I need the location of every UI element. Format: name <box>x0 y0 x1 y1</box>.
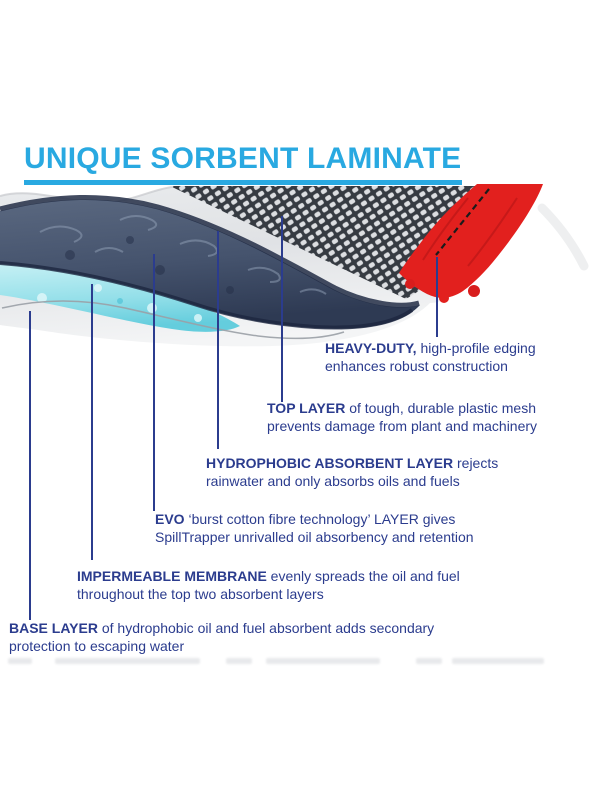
note-impermeable-rest: evenly spreads the oil and fuel <box>270 568 460 584</box>
note-top-layer-lead: TOP LAYER <box>267 400 346 416</box>
note-evo-line2: SpillTrapper unrivalled oil absorbency and retention <box>155 529 474 545</box>
note-top-layer-rest: of tough, durable plastic mesh <box>349 400 536 416</box>
note-evo-rest: ‘burst cotton fibre technology’ LAYER gives <box>188 511 456 527</box>
faded-text-artifact <box>226 658 252 664</box>
note-heavy-duty <box>325 339 536 375</box>
note-evo-line1 <box>155 510 474 528</box>
note-impermeable-membrane <box>77 567 460 603</box>
note-base-layer <box>9 619 434 655</box>
note-impermeable-line1 <box>77 567 460 585</box>
note-heavy-duty-lead: HEAVY-DUTY, <box>325 340 417 356</box>
note-hydrophobic-line1 <box>206 454 498 472</box>
note-top-layer <box>267 399 537 435</box>
note-heavy-duty-line2: enhances robust construction <box>325 358 508 374</box>
note-evo-lead: EVO <box>155 511 185 527</box>
note-hydrophobic-line2: rainwater and only absorbs oils and fuels <box>206 473 460 489</box>
note-hydrophobic-lead: HYDROPHOBIC ABSORBENT LAYER <box>206 455 454 471</box>
note-base-line2: protection to escaping water <box>9 638 185 654</box>
note-base-line1 <box>9 619 434 637</box>
note-evo-layer <box>155 510 474 546</box>
note-impermeable-lead: IMPERMEABLE MEMBRANE <box>77 568 267 584</box>
faded-text-artifact <box>452 658 544 664</box>
faded-text-artifact <box>266 658 380 664</box>
title-underline <box>24 180 462 185</box>
note-hydrophobic-layer <box>206 454 498 490</box>
note-base-rest: of hydrophobic oil and fuel absorbent adds secondary <box>101 620 435 636</box>
faded-text-artifact <box>55 658 200 664</box>
note-heavy-duty-line1 <box>325 339 536 357</box>
faded-text-artifact <box>8 658 32 664</box>
faded-text-artifact <box>416 658 442 664</box>
note-top-layer-line2: prevents damage from plant and machinery <box>267 418 538 434</box>
page-title: UNIQUE SORBENT LAMINATE <box>24 142 462 175</box>
note-heavy-duty-rest: high-profile edging <box>420 340 536 356</box>
note-base-lead: BASE LAYER <box>9 620 98 636</box>
note-impermeable-line2: throughout the top two absorbent layers <box>77 586 324 602</box>
note-top-layer-line1 <box>267 399 537 417</box>
note-hydrophobic-rest: rejects <box>457 455 499 471</box>
